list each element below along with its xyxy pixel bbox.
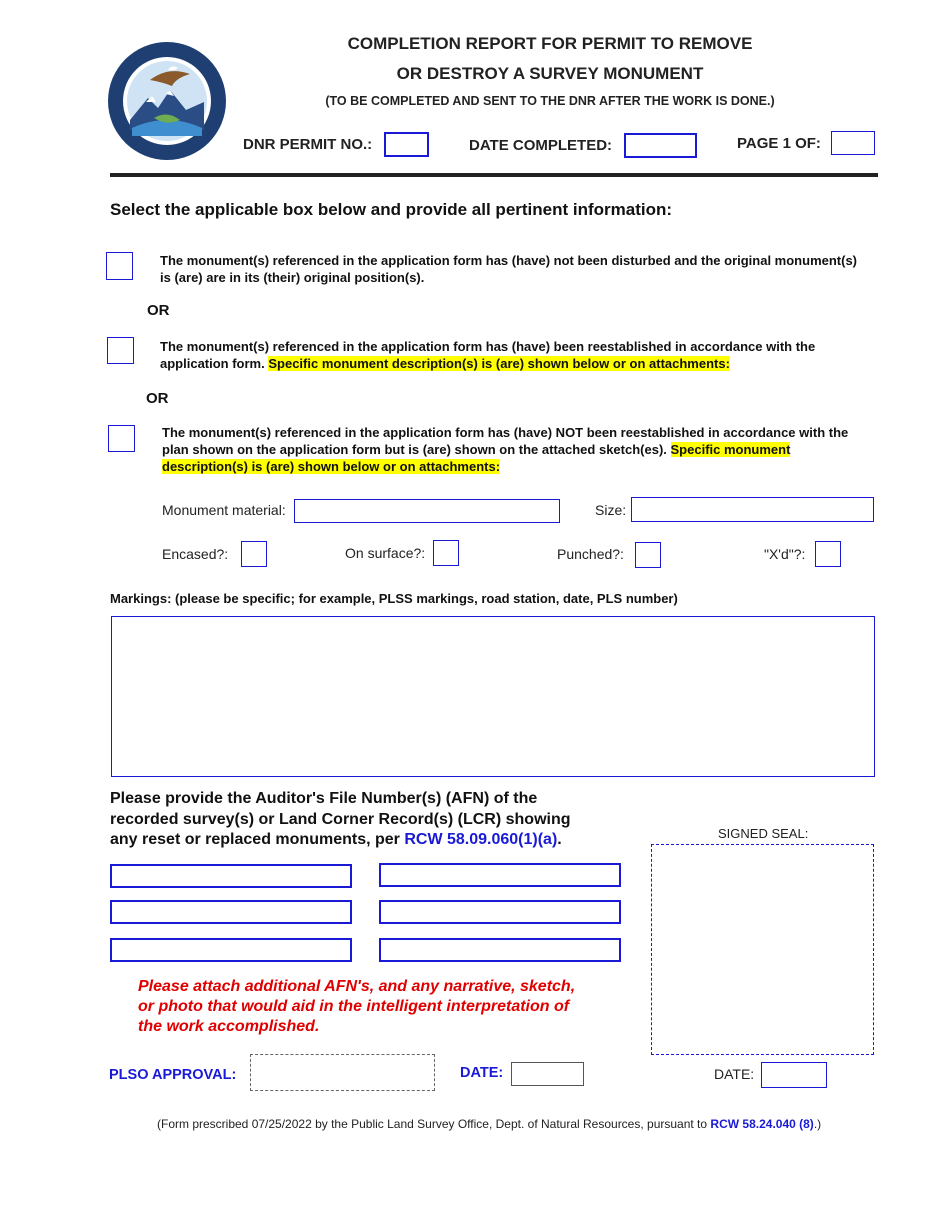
dnr-seal-icon bbox=[106, 40, 228, 162]
afn-prompt-line1: Please provide the Auditor's File Number(s) (AFN) of the bbox=[110, 790, 538, 807]
attach-note-line3: the work accomplished. bbox=[138, 1018, 320, 1035]
seal-date-field[interactable] bbox=[761, 1062, 827, 1088]
header-divider bbox=[110, 173, 878, 177]
xd-checkbox[interactable] bbox=[815, 541, 841, 567]
date-completed-label: DATE COMPLETED: bbox=[469, 137, 613, 154]
approval-date-label: DATE: bbox=[460, 1065, 504, 1081]
afn-field-4[interactable] bbox=[379, 900, 621, 924]
monument-material-field[interactable] bbox=[294, 499, 560, 523]
rcw-58-24-040-link[interactable]: RCW 58.24.040 (8) bbox=[710, 1117, 814, 1131]
option-3-text: The monument(s) referenced in the application form has (have) NOT been reestablished in accordance with the plan shown on the application form but is (are) shown on the attached sketch(es). bbox=[162, 425, 849, 457]
page-title-line2: OR DESTROY A SURVEY MONUMENT bbox=[396, 64, 704, 83]
or-separator-1: OR bbox=[147, 302, 170, 319]
permit-number-label: DNR PERMIT NO.: bbox=[243, 136, 373, 153]
rcw-58-09-060-link[interactable]: RCW 58.09.060(1)(a) bbox=[404, 831, 558, 848]
permit-number-field[interactable] bbox=[384, 132, 429, 157]
signed-seal-area[interactable] bbox=[651, 844, 874, 1055]
afn-prompt bbox=[110, 789, 630, 851]
plso-approval-label: PLSO APPROVAL: bbox=[109, 1067, 237, 1083]
option-not-disturbed-checkbox[interactable] bbox=[106, 252, 133, 280]
afn-field-1[interactable] bbox=[110, 864, 352, 888]
footer-note bbox=[157, 1117, 821, 1131]
monument-material-label: Monument material: bbox=[162, 502, 286, 518]
option-reestablished-checkbox[interactable] bbox=[107, 337, 134, 364]
encased-label: Encased?: bbox=[162, 546, 229, 562]
footer-suffix: .) bbox=[813, 1117, 822, 1131]
afn-prompt-line3-text: any reset or replaced monuments, per bbox=[110, 831, 400, 848]
size-field[interactable] bbox=[631, 497, 874, 522]
encased-checkbox[interactable] bbox=[241, 541, 267, 567]
punched-checkbox[interactable] bbox=[635, 542, 661, 568]
markings-label: Markings: (please be specific; for example, PLSS markings, road station, date, PLS number) bbox=[110, 591, 678, 606]
afn-prompt-line2: recorded survey(s) or Land Corner Record(s) (LCR) showing bbox=[110, 810, 571, 828]
footer-text: (Form prescribed 07/25/2022 by the Public Land Survey Office, Dept. of Natural Resources, pursuant to bbox=[157, 1117, 708, 1131]
page-title-line1: COMPLETION REPORT FOR PERMIT TO REMOVE bbox=[347, 34, 753, 53]
on-surface-label: On surface?: bbox=[345, 545, 426, 561]
punched-label: Punched?: bbox=[557, 546, 624, 562]
attach-note-line2: or photo that would aid in the intelligent interpretation of bbox=[138, 998, 570, 1015]
date-completed-field[interactable] bbox=[624, 133, 697, 158]
afn-prompt-line3 bbox=[110, 830, 630, 851]
approval-date-field[interactable] bbox=[511, 1062, 584, 1086]
attach-note bbox=[138, 977, 608, 1037]
afn-field-6[interactable] bbox=[379, 938, 621, 962]
dnr-logo bbox=[106, 40, 228, 162]
afn-field-3[interactable] bbox=[110, 900, 352, 924]
afn-field-5[interactable] bbox=[110, 938, 352, 962]
instructions-heading: Select the applicable box below and provide all pertinent information: bbox=[110, 200, 673, 219]
plso-approval-field[interactable] bbox=[250, 1054, 435, 1091]
option-not-reestablished-text bbox=[162, 424, 878, 475]
page-subtitle: (TO BE COMPLETED AND SENT TO THE DNR AFTER THE WORK IS DONE.) bbox=[325, 94, 775, 108]
option-1-text: The monument(s) referenced in the application form has (have) not been disturbed and the original monument(s) is (are) are in its (their) original position(s). bbox=[160, 253, 858, 285]
signed-seal-label: SIGNED SEAL: bbox=[718, 826, 809, 841]
or-separator-2: OR bbox=[146, 390, 169, 407]
option-reestablished-text bbox=[160, 338, 875, 372]
markings-textarea[interactable] bbox=[111, 616, 875, 777]
on-surface-checkbox[interactable] bbox=[433, 540, 459, 566]
attach-note-line1: Please attach additional AFN's, and any narrative, sketch, bbox=[138, 978, 576, 995]
option-not-reestablished-checkbox[interactable] bbox=[108, 425, 135, 452]
page-total-field[interactable] bbox=[831, 131, 875, 155]
seal-date-label: DATE: bbox=[714, 1066, 755, 1082]
option-3-highlight: Specific monument description(s) is (are) shown below or on attachments: bbox=[162, 442, 791, 474]
xd-label: "X'd"?: bbox=[764, 546, 806, 562]
size-label: Size: bbox=[595, 502, 627, 518]
afn-field-2[interactable] bbox=[379, 863, 621, 887]
option-2-text: The monument(s) referenced in the application form has (have) been reestablished in accordance with the application form. bbox=[160, 339, 816, 371]
option-not-disturbed-text bbox=[160, 252, 870, 286]
afn-prompt-suffix: . bbox=[557, 831, 562, 848]
page-number-label: PAGE 1 OF: bbox=[737, 135, 821, 152]
option-2-highlight: Specific monument description(s) is (are) shown below or on attachments: bbox=[268, 356, 730, 371]
